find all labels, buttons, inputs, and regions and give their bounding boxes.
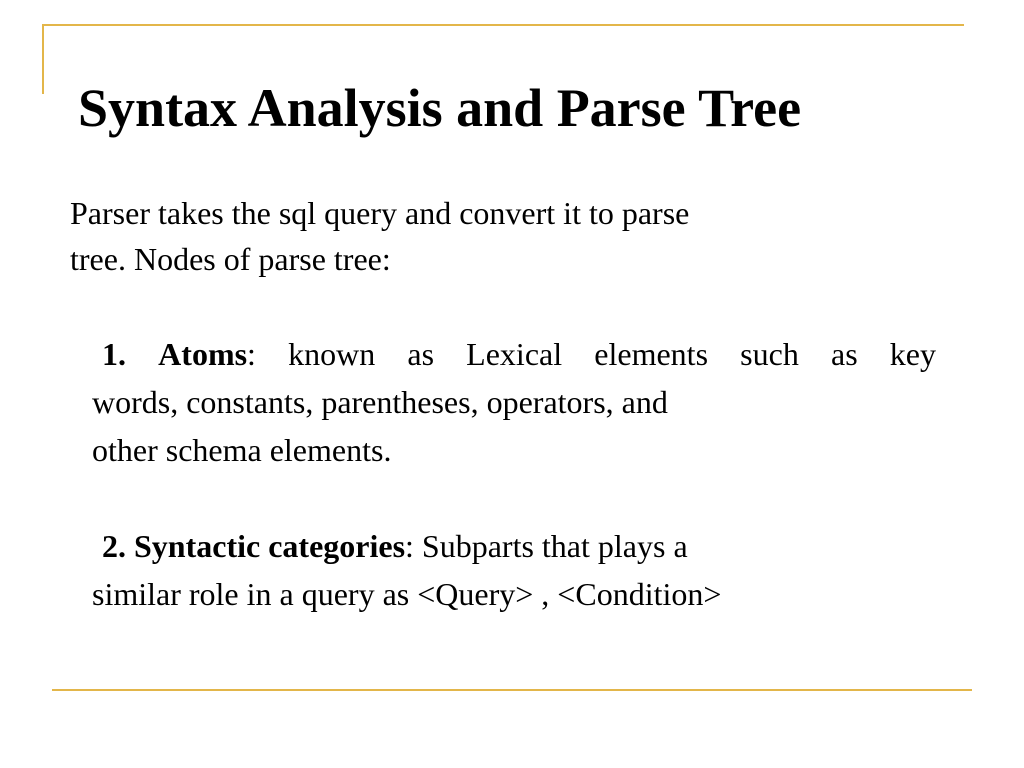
- slide-title: Syntax Analysis and Parse Tree: [78, 78, 802, 138]
- list-item-term: Atoms: [158, 336, 248, 372]
- intro-line-2: tree. Nodes of parse tree:: [70, 241, 391, 277]
- intro-line-1: Parser takes the sql query and convert it to parse: [70, 195, 690, 231]
- frame-left-rule: [42, 24, 44, 94]
- intro-paragraph: [70, 190, 870, 282]
- list-item-line-2: words, constants, parentheses, operators, and: [92, 384, 668, 420]
- list-item-number: 1.: [102, 336, 126, 372]
- frame-top-rule: [42, 24, 964, 26]
- list-item-first-line: [92, 522, 936, 570]
- list-item-text: : known as Lexical elements such as key: [247, 336, 937, 372]
- list-item-syntactic-categories: [92, 522, 936, 618]
- list-item-line-2: similar role in a query as <Query> , <Condition>: [92, 576, 722, 612]
- list-item-number: 2.: [102, 528, 126, 564]
- list-item-first-line: [92, 330, 936, 378]
- list-item-line-3: other schema elements.: [92, 432, 392, 468]
- list-item-atoms: [92, 330, 936, 474]
- list-item-term: Syntactic categories: [134, 528, 406, 564]
- list-item-text: : Subparts that plays a: [405, 528, 688, 564]
- frame-bottom-rule: [52, 689, 972, 691]
